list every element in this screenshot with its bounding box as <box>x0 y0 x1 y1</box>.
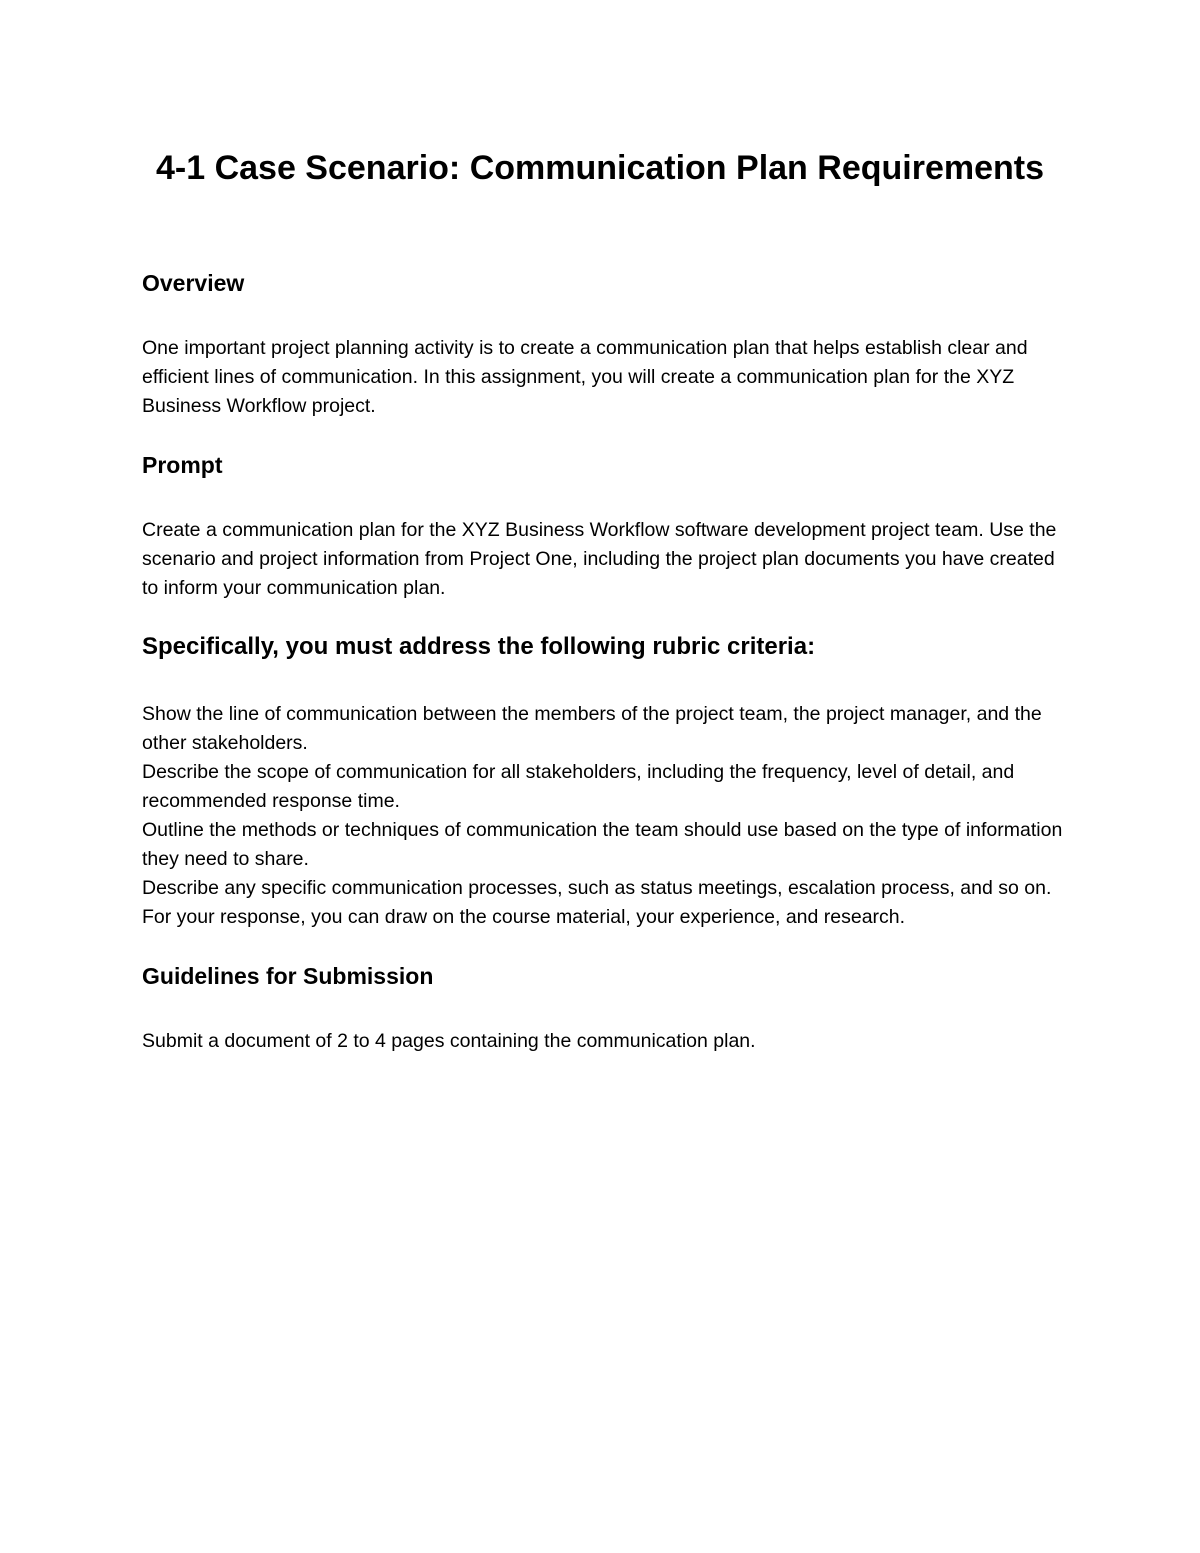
overview-text: One important project planning activity is to create a communication plan that helps establish clear and efficient lines of communication. In this assignment, you will create a communication plan for the XYZ Business Workflow project. <box>142 337 1028 417</box>
document-body <box>142 266 1072 1056</box>
guidelines-text: Submit a document of 2 to 4 pages containing the communication plan. <box>142 1030 756 1052</box>
rubric-criteria-list <box>142 700 1072 932</box>
guidelines-section <box>142 959 1072 1056</box>
overview-section <box>142 266 1072 421</box>
rubric-criterion: For your response, you can draw on the course material, your experience, and research. <box>142 906 906 928</box>
prompt-text: Create a communication plan for the XYZ Business Workflow software development project team. Use the scenario and project information from Project One, including the project plan documents you have created to inform your communication plan. <box>142 519 1057 599</box>
rubric-criterion: Outline the methods or techniques of communication the team should use based on the type of information they need to share. <box>142 819 1063 870</box>
rubric-criterion: Describe the scope of communication for all stakeholders, including the frequency, level of detail, and recommended response time. <box>142 761 1015 812</box>
rubric-criterion: Show the line of communication between the members of the project team, the project manager, and the other stakeholders. <box>142 703 1042 754</box>
guidelines-heading: Guidelines for Submission <box>142 963 434 989</box>
prompt-heading: Prompt <box>142 452 223 478</box>
document-title: 4-1 Case Scenario: Communication Plan Requirements <box>155 149 1045 187</box>
prompt-section <box>142 448 1072 603</box>
rubric-heading: Specifically, you must address the following rubric criteria: <box>142 633 816 660</box>
rubric-criterion: Describe any specific communication processes, such as status meetings, escalation process, and so on. <box>142 877 1052 899</box>
rubric-section <box>142 630 1072 932</box>
overview-heading: Overview <box>142 270 245 296</box>
